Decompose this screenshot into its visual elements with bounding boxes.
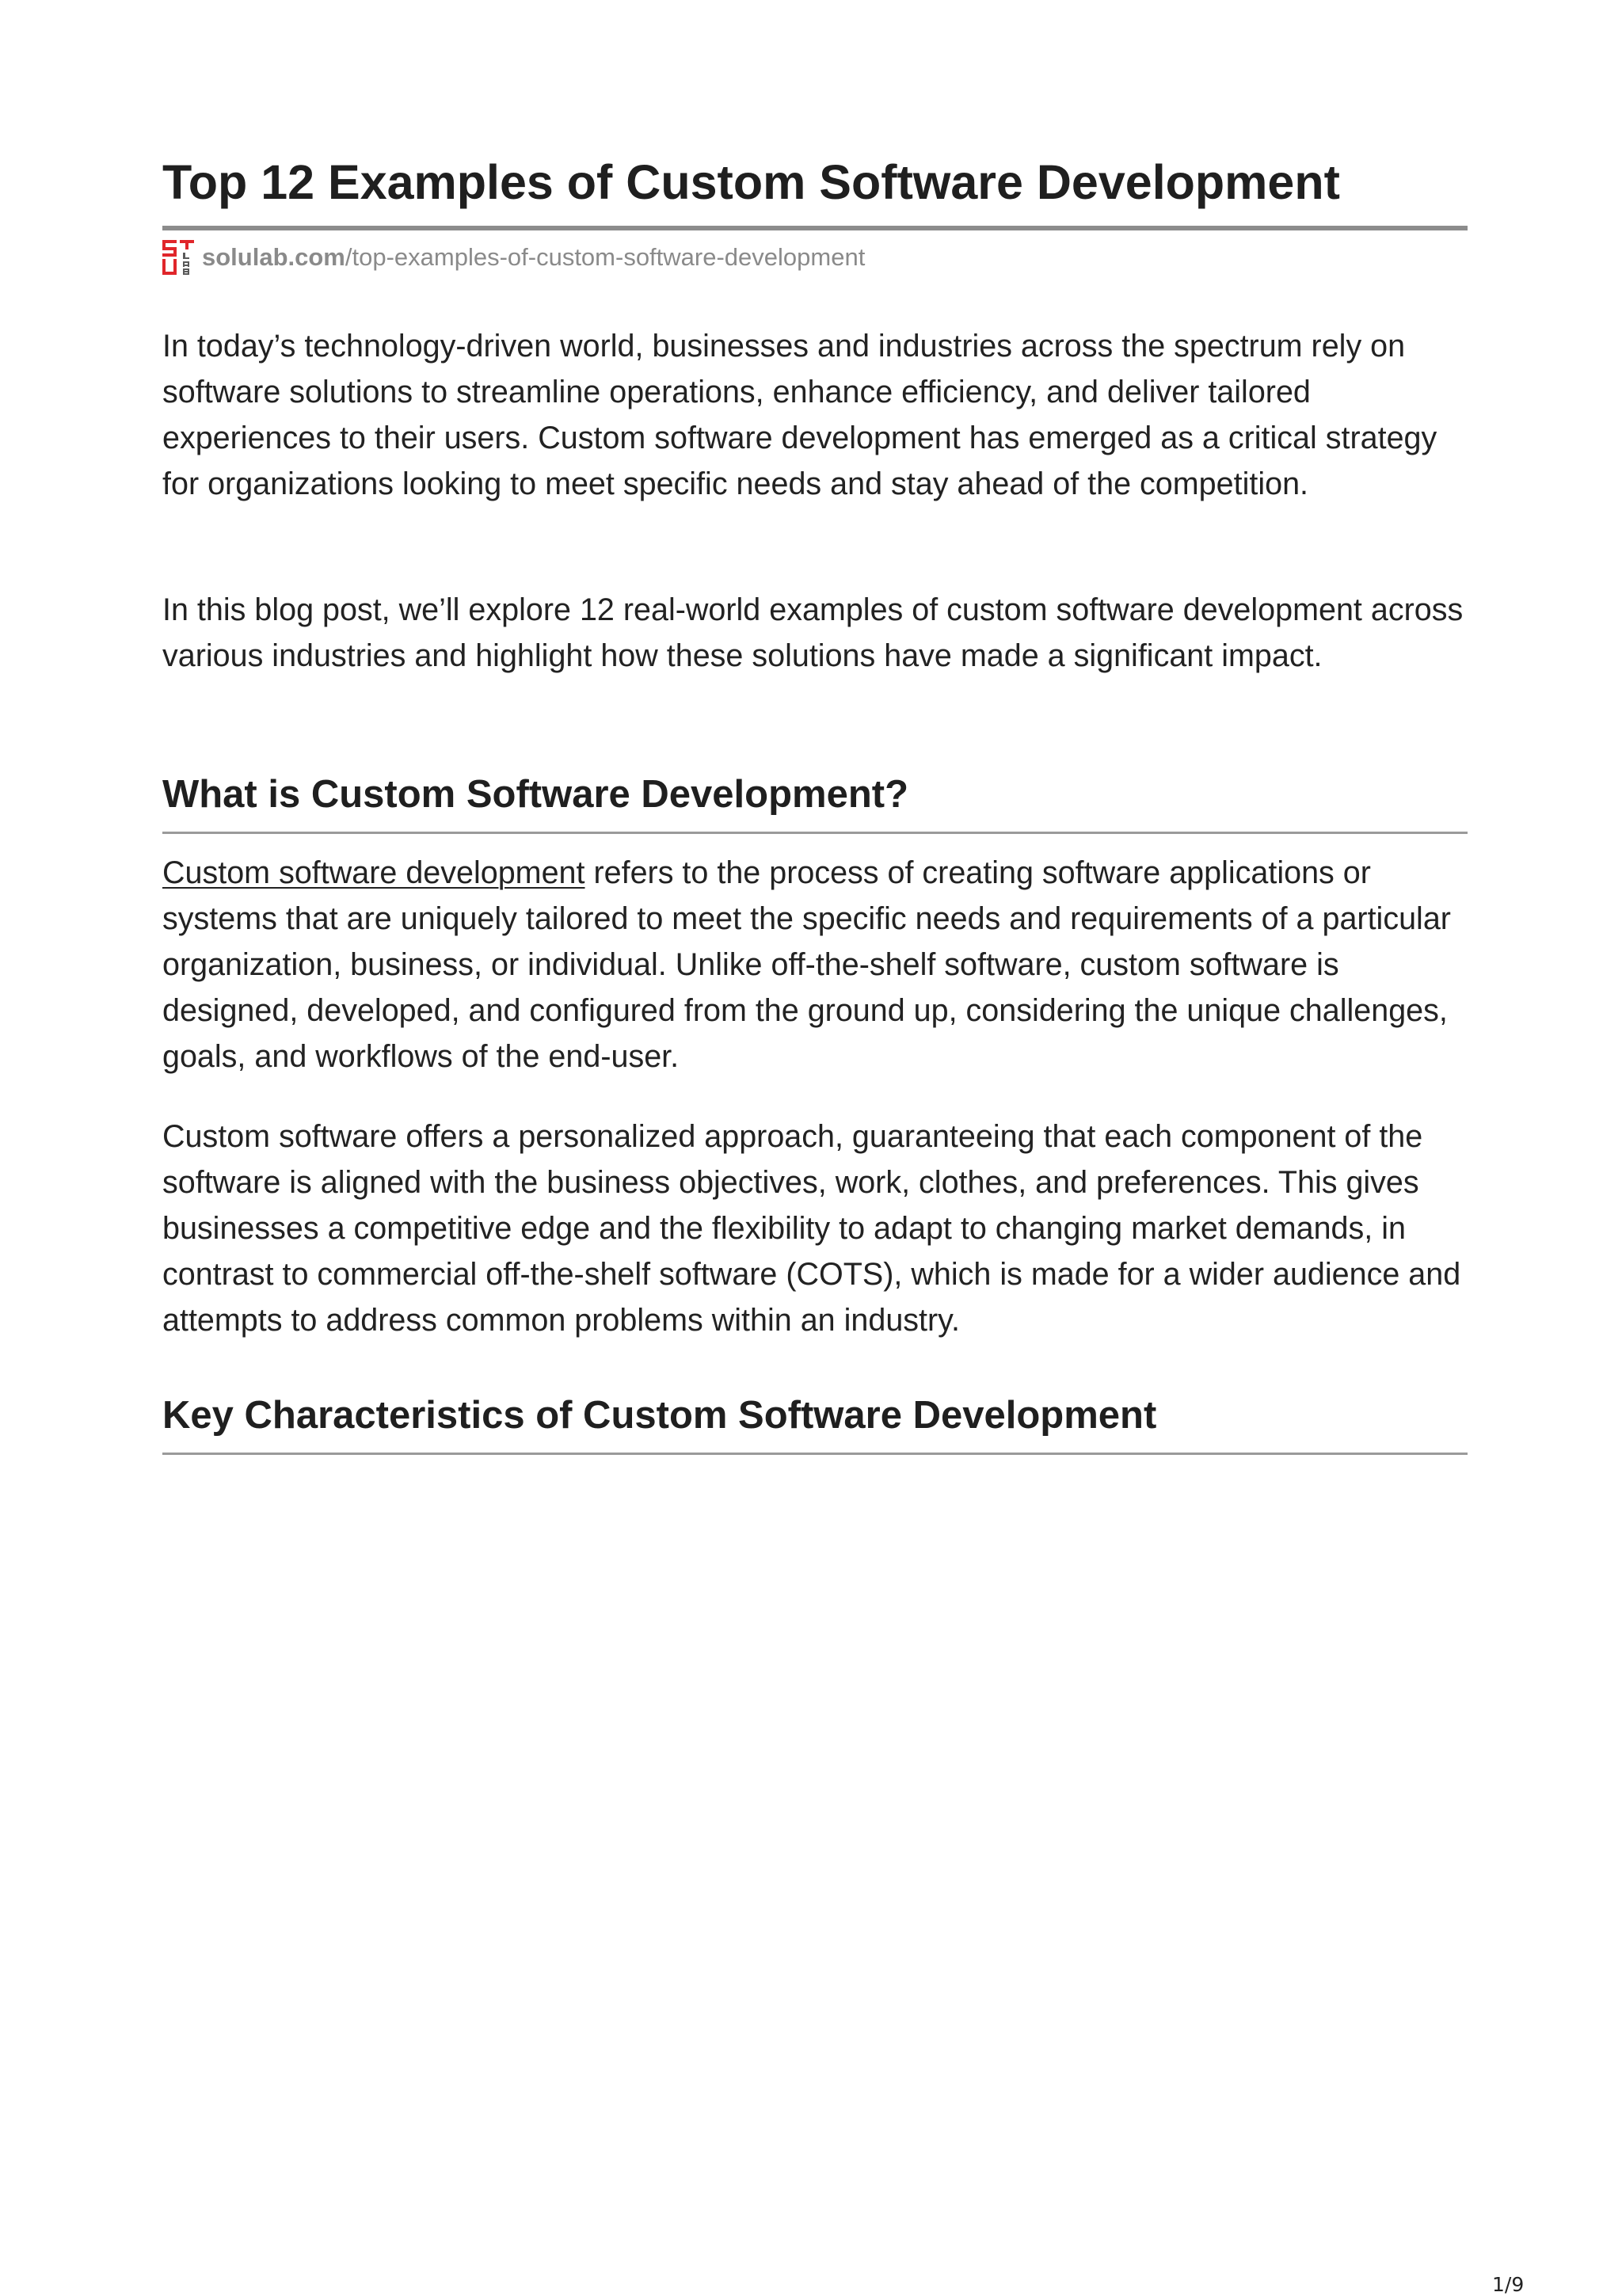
section-heading-key-characteristics: Key Characteristics of Custom Software Development [162,1394,1157,1437]
custom-software-development-link[interactable]: Custom software development [162,855,585,890]
source-domain: solulab.com [202,243,345,271]
intro-paragraph: In today’s technology-driven world, businesses and industries across the spectrum rely on software solutions to streamline operations, enhance efficiency, and deliver tailored experiences to their users. Custom software development has emerged as a critical strategy for organizations looking to meet specific needs and stay ahead of the competition. [162,329,1437,501]
page-title: Top 12 Examples of Custom Software Development [162,155,1340,209]
intro-paragraph-2: In this blog post, we’ll explore 12 real-world examples of custom software development across various industries and highlight how these solutions have made a significant impact. [162,592,1464,673]
page-number: 1/9 [1492,2273,1525,2296]
title-divider [162,226,1468,230]
cots-paragraph: Custom software offers a personalized approach, guaranteeing that each component of the software is aligned with the business objectives, work, clothes, and preferences. This gives businesses a competitive edge and the flexibility to adapt to changing market demands, in contrast to commercial off-the-shelf software (COTS), which is made for a wider audience and attempts to address common problems within an industry. [162,1119,1461,1338]
section-divider [162,832,1468,834]
definition-text: refers to the process of creating software applications or systems that are uniquely tailored to meet the specific needs and requirements of a particular organization, business, or individual. Unlike off-the-shelf software, custom software is designed, developed, and configured from the ground up, considering the unique challenges, goals, and workflows of the end-user. [162,855,1451,1074]
source-path: /top-examples-of-custom-software-development [345,243,866,271]
source-url[interactable] [162,240,865,275]
definition-paragraph [162,850,1468,1079]
section-heading-what-is: What is Custom Software Development? [162,773,909,816]
solulab-logo-icon [162,240,194,275]
section-divider [162,1453,1468,1455]
